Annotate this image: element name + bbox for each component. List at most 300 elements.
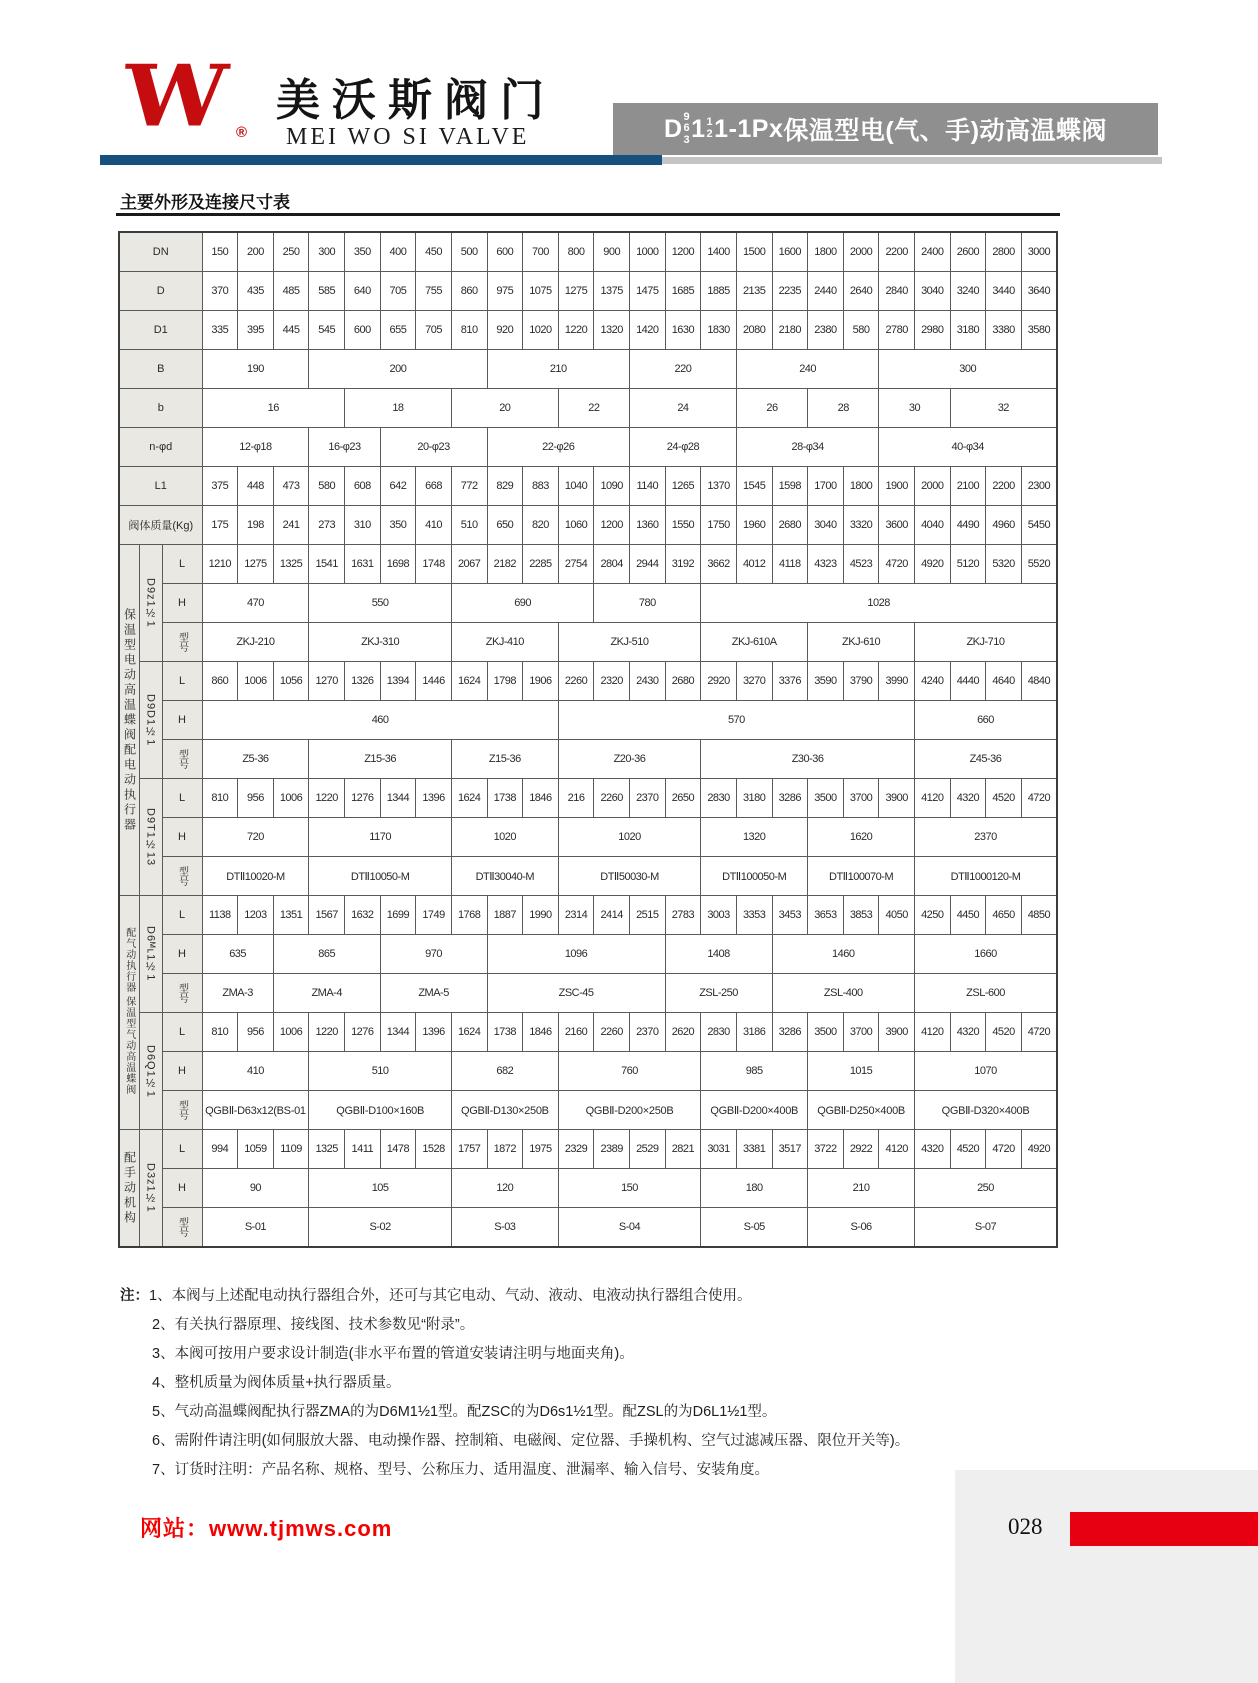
table-cell: 2180 bbox=[772, 311, 808, 350]
table-cell: 1550 bbox=[665, 506, 701, 545]
table-cell: 1624 bbox=[451, 662, 487, 701]
table-cell: 180 bbox=[701, 1169, 808, 1208]
table-cell: 1220 bbox=[309, 1013, 345, 1052]
table-cell: 3003 bbox=[701, 896, 737, 935]
row-label-text: 型号 bbox=[176, 1100, 188, 1120]
row-label: H bbox=[162, 584, 202, 623]
table-cell: 545 bbox=[309, 311, 345, 350]
note-item bbox=[120, 1429, 1120, 1450]
row-label bbox=[162, 623, 202, 662]
row-label bbox=[162, 1208, 202, 1248]
table-cell: 635 bbox=[202, 935, 273, 974]
group-label bbox=[119, 545, 139, 896]
table-cell: 3440 bbox=[986, 272, 1022, 311]
table-cell: 1738 bbox=[487, 1013, 523, 1052]
table-cell: 2200 bbox=[986, 467, 1022, 506]
table-cell: 220 bbox=[630, 350, 737, 389]
table-row bbox=[119, 272, 1057, 311]
table-cell: 16-φ23 bbox=[309, 428, 380, 467]
table-cell: 1275 bbox=[238, 545, 274, 584]
table-cell: 4040 bbox=[915, 506, 951, 545]
table-cell: 1545 bbox=[736, 467, 772, 506]
table-cell: 24 bbox=[630, 389, 737, 428]
notes-block bbox=[120, 1284, 1120, 1487]
table-cell: 2944 bbox=[630, 545, 666, 584]
product-model-banner bbox=[613, 103, 1158, 155]
table-cell: 3700 bbox=[843, 779, 879, 818]
notes-prefix: 注： bbox=[120, 1288, 149, 1304]
table-cell: 5450 bbox=[1021, 506, 1057, 545]
table-cell: 4320 bbox=[950, 779, 986, 818]
table-cell: 4640 bbox=[986, 662, 1022, 701]
model-tail: 1-1Px bbox=[714, 114, 784, 143]
table-row bbox=[119, 1169, 1057, 1208]
table-cell: 2414 bbox=[594, 896, 630, 935]
table-cell: 1276 bbox=[345, 1013, 381, 1052]
table-cell: 200 bbox=[309, 350, 487, 389]
table-cell: 1170 bbox=[309, 818, 452, 857]
table-cell: 3353 bbox=[736, 896, 772, 935]
section-title: 主要外形及连接尺寸表 bbox=[120, 193, 290, 212]
table-cell: ZMA-5 bbox=[380, 974, 487, 1013]
note-item bbox=[120, 1371, 1120, 1392]
table-cell: 3790 bbox=[843, 662, 879, 701]
table-cell: 2680 bbox=[772, 506, 808, 545]
table-cell: 600 bbox=[345, 311, 381, 350]
table-cell: 1200 bbox=[665, 232, 701, 272]
table-cell: 1685 bbox=[665, 272, 701, 311]
table-cell: 2235 bbox=[772, 272, 808, 311]
table-cell: 2389 bbox=[594, 1130, 630, 1169]
table-cell: 1325 bbox=[273, 545, 309, 584]
table-cell: 1800 bbox=[808, 232, 844, 272]
table-cell: 2370 bbox=[630, 779, 666, 818]
table-cell: 3040 bbox=[808, 506, 844, 545]
table-cell: 4720 bbox=[1021, 1013, 1057, 1052]
table-cell: Z15-36 bbox=[451, 740, 558, 779]
table-cell: 4520 bbox=[986, 1013, 1022, 1052]
table-cell: QGBⅡ-D320×400B bbox=[915, 1091, 1058, 1130]
table-cell: 1757 bbox=[451, 1130, 487, 1169]
table-cell: 3040 bbox=[915, 272, 951, 311]
table-cell: 40-φ34 bbox=[879, 428, 1057, 467]
table-cell: 985 bbox=[701, 1052, 808, 1091]
table-cell: 1000 bbox=[630, 232, 666, 272]
table-cell: 2329 bbox=[558, 1130, 594, 1169]
row-label: L bbox=[162, 545, 202, 584]
table-cell: 2800 bbox=[986, 232, 1022, 272]
table-cell: 22 bbox=[558, 389, 629, 428]
table-cell: Z30-36 bbox=[701, 740, 915, 779]
table-cell: 4720 bbox=[879, 545, 915, 584]
table-cell: QGBⅡ-D130×250B bbox=[451, 1091, 558, 1130]
table-cell: 760 bbox=[558, 1052, 701, 1091]
table-row bbox=[119, 818, 1057, 857]
table-cell: ZMA-4 bbox=[273, 974, 380, 1013]
note-text: 4、整机质量为阀体质量+执行器质量。 bbox=[152, 1375, 401, 1391]
table-cell: 1885 bbox=[701, 272, 737, 311]
table-cell: 1846 bbox=[523, 1013, 559, 1052]
table-cell: 310 bbox=[345, 506, 381, 545]
table-cell: 1109 bbox=[273, 1130, 309, 1169]
table-cell: 2515 bbox=[630, 896, 666, 935]
table-cell: ZKJ-410 bbox=[451, 623, 558, 662]
subgroup-code bbox=[139, 1013, 162, 1130]
table-cell: 3240 bbox=[950, 272, 986, 311]
table-cell: 2780 bbox=[879, 311, 915, 350]
group-label-text: 配手动机构 bbox=[122, 1150, 137, 1226]
table-cell: 20-φ23 bbox=[380, 428, 487, 467]
table-row bbox=[119, 662, 1057, 701]
table-cell: 150 bbox=[202, 232, 238, 272]
table-cell: 2830 bbox=[701, 779, 737, 818]
table-row bbox=[119, 428, 1057, 467]
table-cell: 3180 bbox=[736, 779, 772, 818]
table-cell: Z15-36 bbox=[309, 740, 452, 779]
subgroup-code-text: D9T1½13 bbox=[144, 807, 157, 867]
table-cell: 1015 bbox=[808, 1052, 915, 1091]
table-row bbox=[119, 623, 1057, 662]
table-cell: 550 bbox=[309, 584, 452, 623]
table-cell: 4120 bbox=[879, 1130, 915, 1169]
table-cell: 4323 bbox=[808, 545, 844, 584]
table-cell: 2830 bbox=[701, 1013, 737, 1052]
table-cell: 860 bbox=[202, 662, 238, 701]
table-cell: Z45-36 bbox=[915, 740, 1058, 779]
table-cell: S-05 bbox=[701, 1208, 808, 1248]
table-cell: 570 bbox=[558, 701, 914, 740]
table-cell: ZKJ-610 bbox=[808, 623, 915, 662]
table-cell: 1059 bbox=[238, 1130, 274, 1169]
table-cell: 2067 bbox=[451, 545, 487, 584]
table-cell: 16 bbox=[202, 389, 345, 428]
table-row bbox=[119, 1013, 1057, 1052]
table-cell: 2200 bbox=[879, 232, 915, 272]
table-cell: 3900 bbox=[879, 1013, 915, 1052]
table-cell: S-06 bbox=[808, 1208, 915, 1248]
table-cell: 1906 bbox=[523, 662, 559, 701]
table-cell: 500 bbox=[451, 232, 487, 272]
table-cell: 20 bbox=[451, 389, 558, 428]
table-cell: 780 bbox=[594, 584, 701, 623]
row-label bbox=[162, 857, 202, 896]
table-cell: DTⅡ1000120-M bbox=[915, 857, 1058, 896]
table-cell: 1460 bbox=[772, 935, 915, 974]
row-label: H bbox=[162, 1169, 202, 1208]
table-cell: 1210 bbox=[202, 545, 238, 584]
table-cell: 1006 bbox=[273, 1013, 309, 1052]
table-cell: 175 bbox=[202, 506, 238, 545]
table-cell: 1220 bbox=[558, 311, 594, 350]
table-cell: ZKJ-610A bbox=[701, 623, 808, 662]
table-cell: 2380 bbox=[808, 311, 844, 350]
table-cell: 2980 bbox=[915, 311, 951, 350]
table-cell: 1800 bbox=[843, 467, 879, 506]
table-cell: DTⅡ30040-M bbox=[451, 857, 558, 896]
table-cell: 1900 bbox=[879, 467, 915, 506]
table-cell: 1738 bbox=[487, 779, 523, 818]
table-cell: 28-φ34 bbox=[736, 428, 879, 467]
table-cell: S-02 bbox=[309, 1208, 452, 1248]
table-cell: 720 bbox=[202, 818, 309, 857]
table-row bbox=[119, 232, 1057, 272]
table-cell: 2260 bbox=[594, 779, 630, 818]
table-cell: ZKJ-710 bbox=[915, 623, 1058, 662]
table-cell: 2314 bbox=[558, 896, 594, 935]
footer-website: 网站：www.tjmws.com bbox=[140, 1516, 393, 1541]
table-cell: 668 bbox=[416, 467, 452, 506]
table-cell: 210 bbox=[808, 1169, 915, 1208]
table-cell: 1768 bbox=[451, 896, 487, 935]
table-cell: ZSL-400 bbox=[772, 974, 915, 1013]
table-cell: 3700 bbox=[843, 1013, 879, 1052]
table-cell: 3000 bbox=[1021, 232, 1057, 272]
table-cell: 994 bbox=[202, 1130, 238, 1169]
table-cell: 772 bbox=[451, 467, 487, 506]
table-cell: DTⅡ100050-M bbox=[701, 857, 808, 896]
table-cell: 4960 bbox=[986, 506, 1022, 545]
table-cell: ZKJ-310 bbox=[309, 623, 452, 662]
table-cell: 2182 bbox=[487, 545, 523, 584]
table-cell: 1276 bbox=[345, 779, 381, 818]
table-cell: 600 bbox=[487, 232, 523, 272]
note-text: 1、本阀与上述配电动执行器组合外，还可与其它电动、气动、液动、电液动执行器组合使用。 bbox=[149, 1288, 752, 1304]
table-cell: 1020 bbox=[523, 311, 559, 350]
section-title-rule bbox=[116, 213, 1060, 216]
table-cell: 445 bbox=[273, 311, 309, 350]
table-cell: 470 bbox=[202, 584, 309, 623]
table-cell: 300 bbox=[879, 350, 1057, 389]
table-cell: 2650 bbox=[665, 779, 701, 818]
table-cell: 682 bbox=[451, 1052, 558, 1091]
table-cell: DTⅡ50030-M bbox=[558, 857, 701, 896]
table-cell: 2400 bbox=[915, 232, 951, 272]
table-cell: 198 bbox=[238, 506, 274, 545]
subgroup-code-text: D6Q1½1 bbox=[144, 1044, 157, 1098]
table-cell: 1265 bbox=[665, 467, 701, 506]
table-cell: 4920 bbox=[915, 545, 951, 584]
table-cell: 1320 bbox=[701, 818, 808, 857]
table-cell: 2620 bbox=[665, 1013, 701, 1052]
table-cell: 2320 bbox=[594, 662, 630, 701]
note-item bbox=[120, 1313, 1120, 1334]
table-cell: 585 bbox=[309, 272, 345, 311]
table-cell: QGBⅡ-D250×400B bbox=[808, 1091, 915, 1130]
table-cell: 1630 bbox=[665, 311, 701, 350]
table-cell: 190 bbox=[202, 350, 309, 389]
subgroup-code-text: D9D1½1 bbox=[144, 693, 157, 747]
table-cell: 3031 bbox=[701, 1130, 737, 1169]
table-row bbox=[119, 545, 1057, 584]
table-cell: 1632 bbox=[345, 896, 381, 935]
table-cell: 829 bbox=[487, 467, 523, 506]
table-row bbox=[119, 1052, 1057, 1091]
note-item bbox=[120, 1284, 1120, 1305]
table-cell: 1960 bbox=[736, 506, 772, 545]
table-cell: 1394 bbox=[380, 662, 416, 701]
table-cell: 1500 bbox=[736, 232, 772, 272]
table-cell: 350 bbox=[380, 506, 416, 545]
table-cell: 350 bbox=[345, 232, 381, 272]
model-mid-digit: 1 bbox=[691, 114, 706, 143]
table-cell: 1220 bbox=[309, 779, 345, 818]
table-cell: 435 bbox=[238, 272, 274, 311]
table-cell: 3517 bbox=[772, 1130, 808, 1169]
table-cell: 1620 bbox=[808, 818, 915, 857]
table-cell: 1040 bbox=[558, 467, 594, 506]
page-number: 028 bbox=[1008, 1514, 1043, 1539]
table-cell: 4440 bbox=[950, 662, 986, 701]
table-cell: 510 bbox=[309, 1052, 452, 1091]
table-cell: 2754 bbox=[558, 545, 594, 584]
table-cell: 18 bbox=[345, 389, 452, 428]
table-cell: 3381 bbox=[736, 1130, 772, 1169]
stack-digit: 6 bbox=[683, 122, 691, 135]
table-cell: 3380 bbox=[986, 311, 1022, 350]
table-cell: 3640 bbox=[1021, 272, 1057, 311]
row-label: DN bbox=[119, 232, 202, 272]
table-cell: 1344 bbox=[380, 1013, 416, 1052]
table-cell: 410 bbox=[202, 1052, 309, 1091]
table-cell: 3500 bbox=[808, 1013, 844, 1052]
row-label: L bbox=[162, 1013, 202, 1052]
table-cell: 640 bbox=[345, 272, 381, 311]
table-cell: 956 bbox=[238, 1013, 274, 1052]
table-cell: 250 bbox=[915, 1169, 1058, 1208]
table-cell: 1060 bbox=[558, 506, 594, 545]
table-cell: 3286 bbox=[772, 779, 808, 818]
model-stacked-digits bbox=[684, 112, 691, 147]
table-cell: 1830 bbox=[701, 311, 737, 350]
row-label: L bbox=[162, 779, 202, 818]
table-cell: 1660 bbox=[915, 935, 1058, 974]
table-cell: 1408 bbox=[665, 935, 772, 974]
table-cell: 2160 bbox=[558, 1013, 594, 1052]
table-cell: 28 bbox=[808, 389, 879, 428]
table-cell: 608 bbox=[345, 467, 381, 506]
model-fraction bbox=[707, 117, 714, 140]
table-row bbox=[119, 1130, 1057, 1169]
subgroup-code bbox=[139, 545, 162, 662]
row-label: B bbox=[119, 350, 202, 389]
table-cell: 1375 bbox=[594, 272, 630, 311]
table-cell: 820 bbox=[523, 506, 559, 545]
table-cell: 2000 bbox=[915, 467, 951, 506]
table-cell: 4720 bbox=[1021, 779, 1057, 818]
table-cell: 1203 bbox=[238, 896, 274, 935]
table-cell: 2804 bbox=[594, 545, 630, 584]
table-cell: 26 bbox=[736, 389, 807, 428]
model-product-name: 保温型电(气、手)动高温蝶阀 bbox=[783, 117, 1108, 145]
header-divider-blue bbox=[100, 155, 662, 165]
row-label: L bbox=[162, 1130, 202, 1169]
row-label bbox=[162, 1091, 202, 1130]
table-cell: ZSL-250 bbox=[665, 974, 772, 1013]
table-cell: 1138 bbox=[202, 896, 238, 935]
table-cell: 1325 bbox=[309, 1130, 345, 1169]
table-cell: QGBⅡ-D63x12(BS-01 bbox=[202, 1091, 309, 1130]
table-cell: 1326 bbox=[345, 662, 381, 701]
group-label-text: 保温型电动高温蝶阀配电动执行器 bbox=[122, 607, 137, 833]
table-row bbox=[119, 1208, 1057, 1248]
table-cell: 1887 bbox=[487, 896, 523, 935]
table-cell: 1028 bbox=[701, 584, 1057, 623]
table-cell: 3853 bbox=[843, 896, 879, 935]
table-cell: 3990 bbox=[879, 662, 915, 701]
table-cell: 2783 bbox=[665, 896, 701, 935]
table-cell: 3192 bbox=[665, 545, 701, 584]
group-label bbox=[119, 896, 139, 1130]
table-cell: 4520 bbox=[950, 1130, 986, 1169]
table-cell: QGBⅡ-D200×250B bbox=[558, 1091, 701, 1130]
note-text: 7、订货时注明：产品名称、规格、型号、公称压力、适用温度、泄漏率、输入信号、安装角度。 bbox=[152, 1462, 770, 1478]
table-row bbox=[119, 974, 1057, 1013]
table-cell: 975 bbox=[487, 272, 523, 311]
table-cell: 3600 bbox=[879, 506, 915, 545]
table-cell: 5120 bbox=[950, 545, 986, 584]
table-cell: 4320 bbox=[915, 1130, 951, 1169]
subgroup-code-text: D9z1½1 bbox=[144, 578, 157, 628]
table-cell: 2821 bbox=[665, 1130, 701, 1169]
table-cell: 450 bbox=[416, 232, 452, 272]
row-label: 阀体质量(Kg) bbox=[119, 506, 202, 545]
table-cell: S-01 bbox=[202, 1208, 309, 1248]
row-label: H bbox=[162, 935, 202, 974]
table-cell: 4523 bbox=[843, 545, 879, 584]
table-cell: 3186 bbox=[736, 1013, 772, 1052]
table-cell: 1475 bbox=[630, 272, 666, 311]
table-cell: 705 bbox=[416, 311, 452, 350]
table-cell: 3376 bbox=[772, 662, 808, 701]
table-cell: 1020 bbox=[558, 818, 701, 857]
group-label-text: 配气动执行器 bbox=[123, 927, 135, 993]
table-cell: 755 bbox=[416, 272, 452, 311]
table-cell: 4120 bbox=[915, 779, 951, 818]
table-cell: 1270 bbox=[309, 662, 345, 701]
table-row bbox=[119, 857, 1057, 896]
table-cell: 1400 bbox=[701, 232, 737, 272]
table-row bbox=[119, 467, 1057, 506]
brand-mark-icon: W bbox=[120, 46, 231, 146]
row-label-text: 型号 bbox=[176, 983, 188, 1003]
table-cell: 1360 bbox=[630, 506, 666, 545]
row-label: n-φd bbox=[119, 428, 202, 467]
table-cell: ZKJ-210 bbox=[202, 623, 309, 662]
row-label bbox=[162, 740, 202, 779]
table-cell: 240 bbox=[736, 350, 879, 389]
table-cell: 1411 bbox=[345, 1130, 381, 1169]
row-label: L bbox=[162, 662, 202, 701]
table-row bbox=[119, 584, 1057, 623]
table-cell: 3653 bbox=[808, 896, 844, 935]
table-cell: 860 bbox=[451, 272, 487, 311]
row-label: L bbox=[162, 896, 202, 935]
table-cell: 920 bbox=[487, 311, 523, 350]
table-cell: S-03 bbox=[451, 1208, 558, 1248]
table-row bbox=[119, 740, 1057, 779]
table-cell: 1275 bbox=[558, 272, 594, 311]
table-cell: 1020 bbox=[451, 818, 558, 857]
note-text: 6、需附件请注明(如伺服放大器、电动操作器、控制箱、电磁阀、定位器、手操机构、空气过滤减压器、限位开关等)。 bbox=[152, 1433, 910, 1449]
table-cell: 241 bbox=[273, 506, 309, 545]
table-cell: 650 bbox=[487, 506, 523, 545]
subgroup-code bbox=[139, 896, 162, 1013]
row-label: L1 bbox=[119, 467, 202, 506]
model-prefix: D bbox=[663, 114, 683, 143]
table-cell: 1750 bbox=[701, 506, 737, 545]
table-cell: 1396 bbox=[416, 779, 452, 818]
table-cell: 2285 bbox=[523, 545, 559, 584]
